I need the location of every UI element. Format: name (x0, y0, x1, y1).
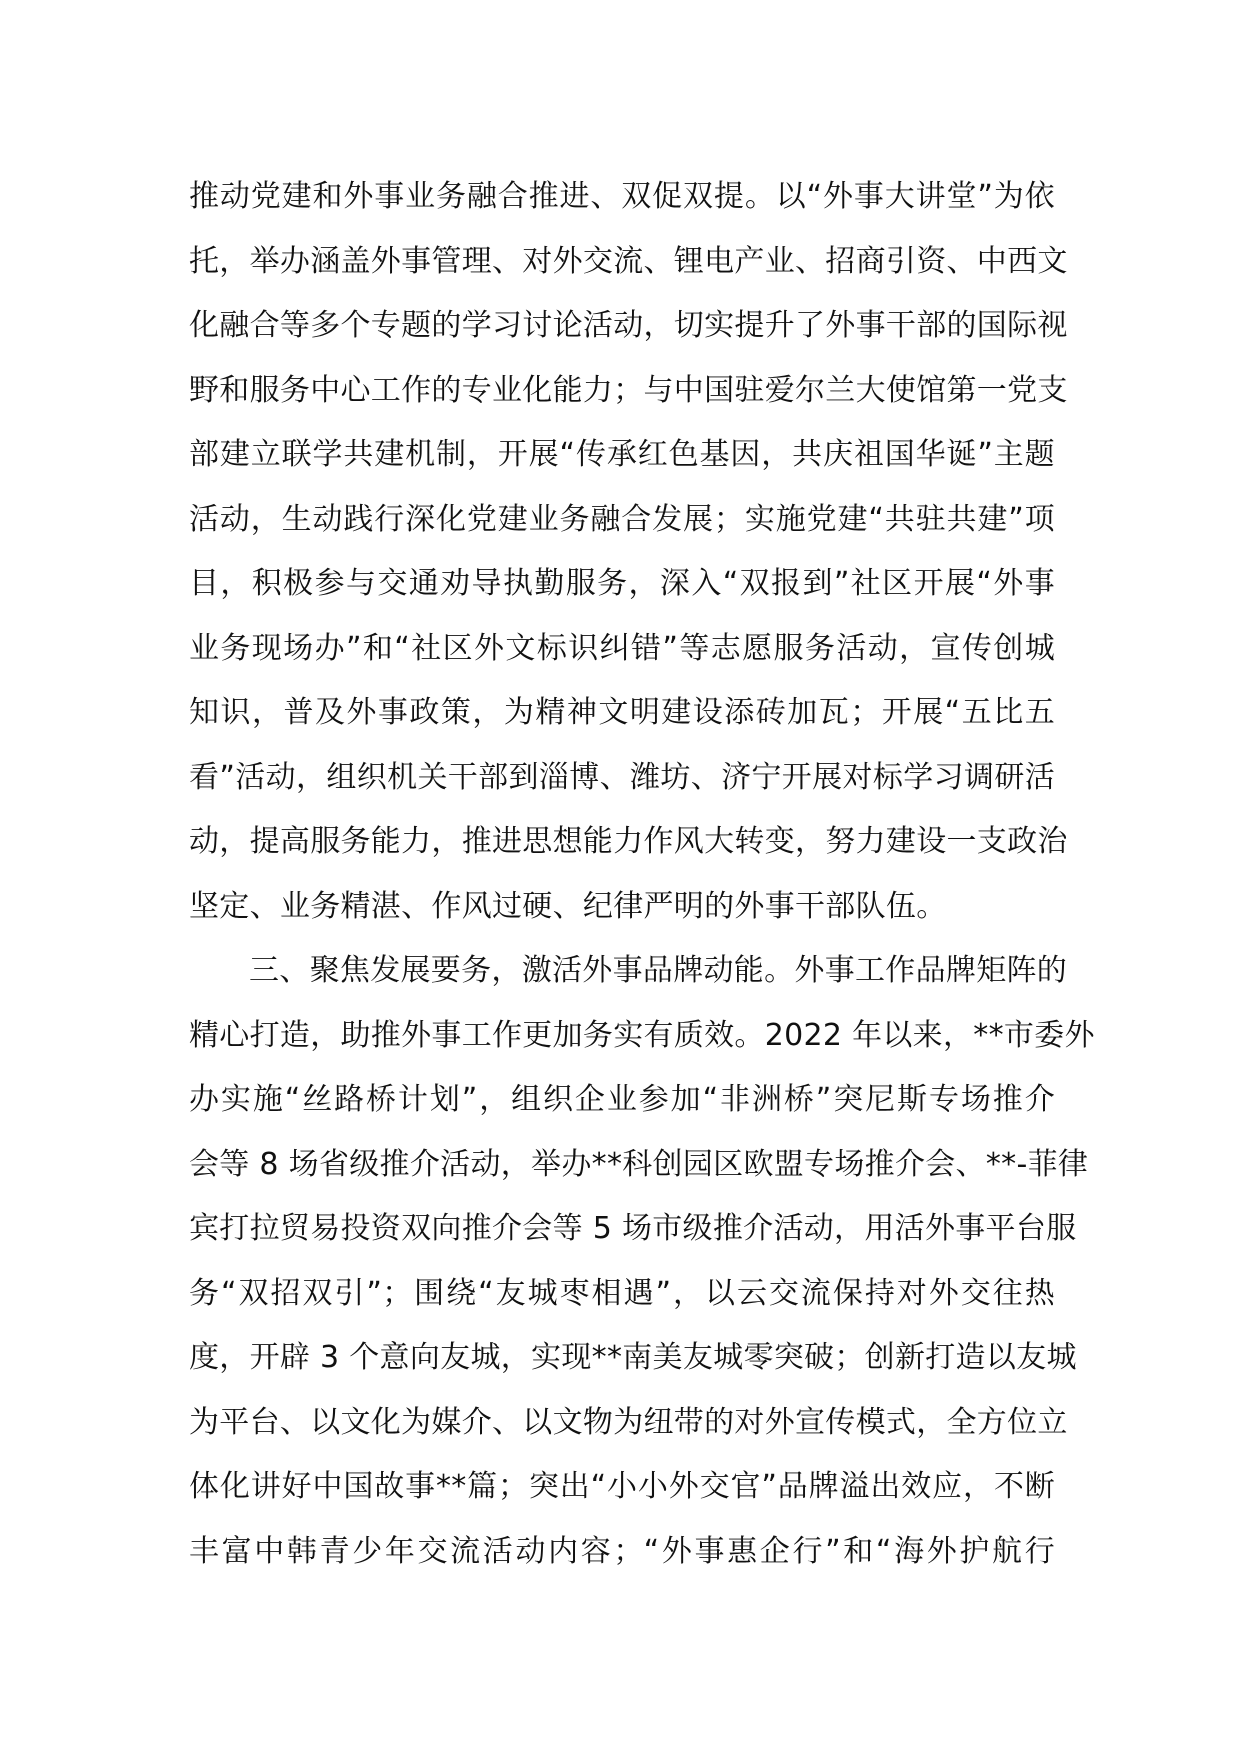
text-line: 化融合等多个专题的学习讨论活动，切实提升了外事干部的国际视 (189, 308, 1068, 343)
text-line: 部建立联学共建机制，开展“传承红色基因，共庆祖国华诞”主题 (189, 437, 1055, 472)
text-line: 活动，生动践行深化党建业务融合发展；实施党建“共驻共建”项 (189, 501, 1055, 537)
text-line: 业务现场办”和“社区外文标识纠错”等志愿服务活动，宣传创城 (189, 630, 1055, 666)
text-line: 为平台、以文化为媒介、以文物为纽带的对外宣传模式，全方位立 (189, 1404, 1068, 1440)
text-line: 托，举办涵盖外事管理、对外交流、锂电产业、招商引资、中西文 (189, 243, 1068, 279)
text-line: 办实施“丝路桥计划”，组织企业参加“非洲桥”突尼斯专场推介 (189, 1082, 1055, 1117)
text-line: 目，积极参与交通劝导执勤服务，深入“双报到”社区开展“外事 (189, 566, 1055, 601)
text-line: 精心打造，助推外事工作更加务实有质效。2022 年以来，**市委外 (189, 1017, 1095, 1053)
text-line: 丰富中韩青少年交流活动内容；“外事惠企行”和“海外护航行 (189, 1533, 1055, 1569)
text-line: 推动党建和外事业务融合推进、双促双提。以“外事大讲堂”为依 (189, 179, 1055, 214)
text-line: 动，提高服务能力，推进思想能力作风大转变，努力建设一支政治 (189, 824, 1068, 859)
text-line: 看”活动，组织机关干部到淄博、潍坊、济宁开展对标学习调研活 (189, 759, 1055, 795)
text-line: 务“双招双引”；围绕“友城枣相遇”，以云交流保持对外交往热 (189, 1275, 1055, 1311)
paragraph-party-building (189, 165, 1068, 939)
text-line: 野和服务中心工作的专业化能力；与中国驻爱尔兰大使馆第一党支 (189, 372, 1068, 408)
text-line: 知识，普及外事政策，为精神文明建设添砖加瓦；开展“五比五 (189, 695, 1055, 730)
text-line: 体化讲好中国故事**篇；突出“小小外交官”品牌溢出效应，不断 (189, 1469, 1055, 1504)
document-body (189, 165, 1095, 1584)
text-line: 宾打拉贸易投资双向推介会等 5 场市级推介活动，用活外事平台服 (189, 1211, 1077, 1246)
text-line: 坚定、业务精湛、作风过硬、纪律严明的外事干部队伍。 (189, 888, 947, 924)
section-heading-line: 三、聚焦发展要务，激活外事品牌动能。外事工作品牌矩阵的 (249, 953, 1068, 988)
text-line: 会等 8 场省级推介活动，举办**科创园区欧盟专场推介会、**-菲律 (189, 1146, 1089, 1182)
paragraph-foreign-affairs-brand (189, 939, 1095, 1584)
text-line: 度，开辟 3 个意向友城，实现**南美友城零突破；创新打造以友城 (189, 1340, 1077, 1375)
